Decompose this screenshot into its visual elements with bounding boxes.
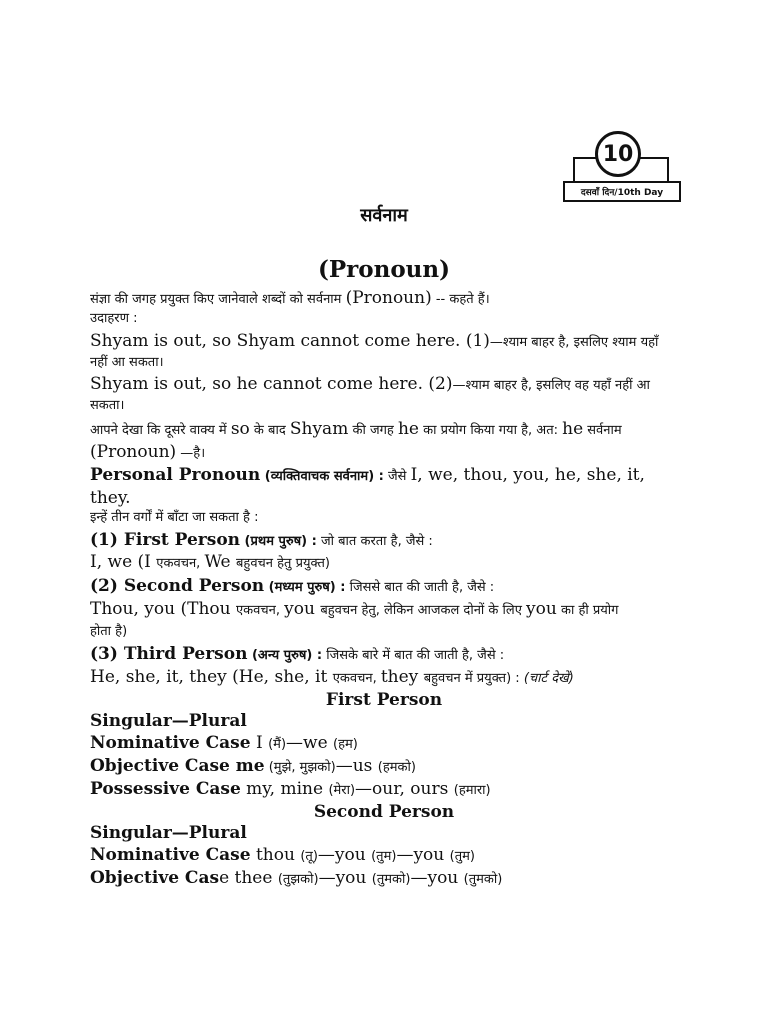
first-person-table-heading: First Person (325, 690, 443, 710)
explanation-cont: (Pronoun) —है। (90, 442, 206, 462)
second-person-table-heading: Second Person (313, 802, 455, 822)
first-person-possessive: Possessive Case my, mine (मेरा)—our, ours (हमारा) (90, 779, 491, 799)
third-person-heading: (3) Third Person (अन्य पुरुष) : जिसके बारे में बात की जाती है, जैसे : (90, 644, 505, 664)
example-1: Shyam is out, so Shyam cannot come here. (1)—श्याम बाहर है, इसलिए श्याम यहाँ (90, 331, 659, 351)
first-person-nominative: Nominative Case I (मैं)—we (हम) (90, 733, 358, 753)
divide-note: इन्हें तीन वर्गों में बाँटा जा सकता है : (90, 510, 259, 525)
second-person-cont: होता है) (90, 624, 128, 639)
day-number: 10 (595, 131, 641, 177)
first-person-example: I, we (I एकवचन, We बहुवचन हेतु प्रयुक्त) (90, 552, 330, 572)
example-1-cont: नहीं आ सकता। (90, 355, 164, 370)
explanation-line: आपने देखा कि दूसरे वाक्य में so के बाद Shyam की जगह he का प्रयोग किया गया है, अत: he सर्वनाम (90, 419, 622, 439)
intro-line: संज्ञा की जगह प्रयुक्त किए जानेवाले शब्दों को सर्वनाम (Pronoun) -- कहते हैं। (90, 288, 490, 308)
title-english: (Pronoun) (317, 256, 451, 283)
example-label: उदाहरण : (90, 311, 138, 326)
second-person-objective: Objective Case thee (तुझको)—you (तुमको)—you (तुमको) (90, 868, 503, 888)
personal-pronoun-cont: they. (90, 488, 131, 508)
first-person-heading: (1) First Person (प्रथम पुरुष) : जो बात करता है, जैसे : (90, 530, 433, 550)
second-person-example: Thou, you (Thou एकवचन, you बहुवचन हेतु, लेकिन आजकल दोनों के लिए you का ही प्रयोग (90, 599, 619, 619)
second-person-nominative: Nominative Case thou (तू)—you (तुम)—you (तुम) (90, 845, 475, 865)
second-person-sp: Singular—Plural (90, 823, 247, 843)
personal-pronoun-line: Personal Pronoun (व्यक्तिवाचक सर्वनाम) : जैसे I, we, thou, you, he, she, it, (90, 465, 645, 485)
second-person-heading: (2) Second Person (मध्यम पुरुष) : जिससे बात की जाती है, जैसे : (90, 576, 495, 596)
example-2-cont: सकता। (90, 398, 125, 413)
first-person-objective: Objective Case me (मुझे, मुझको)—us (हमको) (90, 756, 416, 776)
example-2: Shyam is out, so he cannot come here. (2)—श्याम बाहर है, इसलिए वह यहाँ नहीं आ (90, 374, 650, 394)
day-label: दसवाँ दिन/10th Day (563, 181, 681, 202)
title-hindi: सर्वनाम (360, 205, 408, 226)
day-badge (563, 131, 679, 201)
first-person-sp: Singular—Plural (90, 711, 247, 731)
third-person-example: He, she, it, they (He, she, it एकवचन, they बहुवचन में प्रयुक्त) : (चार्ट देखें) (90, 667, 574, 687)
